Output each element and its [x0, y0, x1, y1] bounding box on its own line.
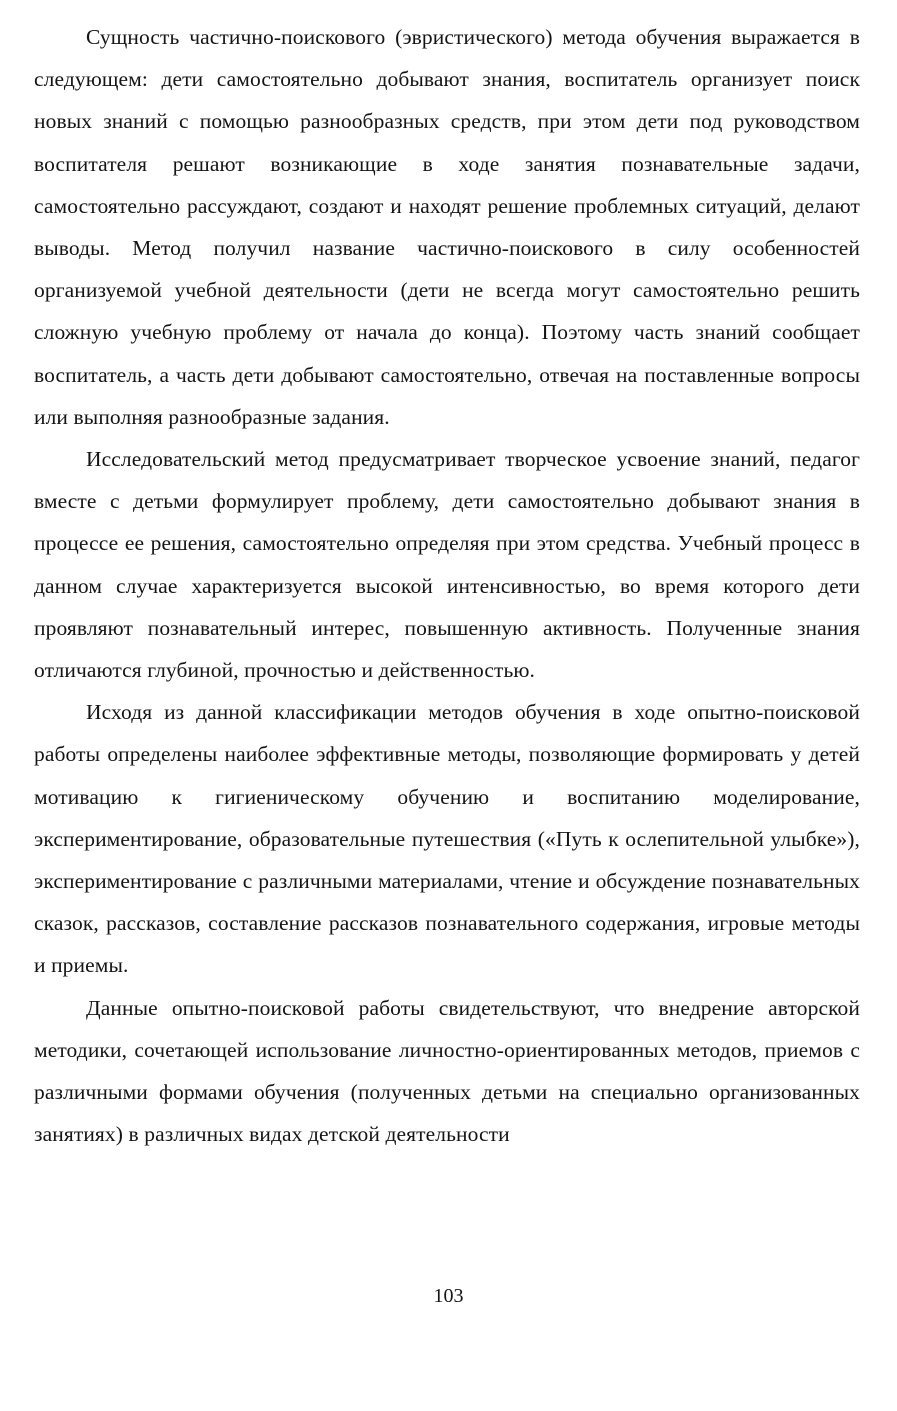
- page-number: 103: [433, 1285, 464, 1307]
- paragraph-method-research: Исследовательский метод предусматривает творческое усвоение знаний, педагог вместе с детьми формулирует проблему, дети самостоятельно добывают знания в процессе ее решения, самостоятельно определяя при этом средства. Учебный процесс в данном случае характеризуется высокой интенсивностью, во время которого дети проявляют познавательный интерес, повышенную активность. Полученные знания отличаются глубиной, прочностью и действенностью.: [34, 447, 860, 683]
- paragraph-results: Данные опытно-поисковой работы свидетельствуют, что внедрение авторской методики, сочетающей использование личностно-ориентированных методов, приемов с различными формами обучения (полученных детьми на специально организованных занятиях) в различных видах детской деятельности: [34, 995, 860, 1147]
- paragraph-classification: Исходя из данной классификации методов обучения в ходе опытно-поисковой работы определены наиболее эффективные методы, позволяющие формировать у детей мотивацию к гигиеническому обучению и воспитанию моделирование, экспериментирование, образовательные путешествия («Путь к ослепительной улыбке»), экспериментирование с различными материалами, чтение и обсуждение познавательных сказок, рассказов, составление рассказов познавательного содержания, игровые методы и приемы.: [34, 700, 860, 978]
- body-text: [34, 16, 860, 1155]
- paragraph-method-heuristic: Сущность частично-поискового (эвристического) метода обучения выражается в следующем: дети самостоятельно добывают знания, воспитатель организует поиск новых знаний с помощью разнообразных средств, при этом дети под руководством воспитателя решают возникающие в ходе занятия познавательные задачи, самостоятельно рассуждают, создают и находят решение проблемных ситуаций, делают выводы. Метод получил название частично-поискового в силу особенностей организуемой учебной деятельности (дети не всегда могут самостоятельно решить сложную учебную проблему от начала до конца). Поэтому часть знаний сообщает воспитатель, а часть дети добывают самостоятельно, отвечая на поставленные вопросы или выполняя разнообразные задания.: [34, 25, 860, 429]
